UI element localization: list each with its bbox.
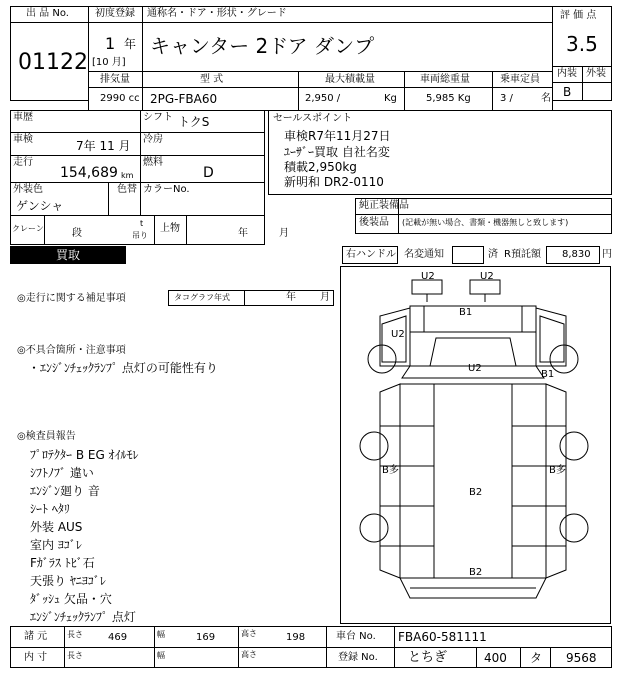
fuel-value: D — [203, 165, 214, 181]
crane-label: クレーン — [12, 224, 44, 233]
sales-point-line: 車検R7年11月27日 — [284, 129, 391, 143]
inspector-line: ｴﾝｼﾞﾝﾁｪｯｸﾗﾝﾌﾟ 点灯 — [30, 610, 136, 624]
purchase-banner: 買取 — [10, 246, 126, 264]
displacement-label: 排気量 — [100, 74, 130, 85]
name-change-label: 名変通知 — [404, 249, 444, 260]
model-code-value: 2PG-FBA60 — [150, 92, 218, 106]
in-height-label: 高さ — [241, 650, 257, 659]
month-value: [10 月] — [92, 57, 126, 68]
lot-label: 出 品 No. — [26, 8, 69, 19]
model-label: 通称名・ドア・形状・グレード — [147, 8, 287, 19]
height-value: 198 — [286, 632, 306, 643]
damage-mark-u2-body: U2 — [468, 363, 482, 374]
ac-label: 冷房 — [143, 134, 163, 145]
inspection-value: 7年 11 月 — [76, 139, 131, 153]
tachograph-label: タコグラフ年式 — [174, 293, 230, 302]
in-length-label: 長さ — [67, 651, 83, 660]
sales-point-line: 新明和 DR2-0110 — [284, 175, 384, 189]
sales-point-line: 積載2,950kg — [284, 160, 357, 174]
defect-line: ・ｴﾝｼﾞﾝﾁｪｯｸﾗﾝﾌﾟ 点灯の可能性有り — [28, 361, 218, 375]
damage-mark-b-many-right: B多 — [549, 465, 566, 476]
damage-mark-u2-left: U2 — [421, 271, 435, 282]
reg-number: 9568 — [566, 651, 597, 665]
steering-value: 右ハンドル — [346, 249, 396, 260]
inspector-line: ﾀﾞｯｼｭ 欠品・穴 — [30, 592, 112, 606]
right-mirror-box — [470, 280, 500, 294]
aftermarket-label: 後装品 — [359, 217, 389, 228]
year-unit: 年 — [124, 37, 137, 51]
first-reg-label: 初度登録 — [95, 8, 135, 19]
color-no-label: カラーNo. — [143, 184, 190, 195]
damage-mark-b1-side: B1 — [541, 369, 555, 380]
model-code-label: 型 式 — [200, 74, 224, 85]
color-label: 外装色 — [13, 184, 43, 195]
interior-grade: B — [563, 85, 572, 99]
r-deposit-value: 8,830 — [562, 249, 591, 260]
crane-stage: 段 — [72, 228, 82, 239]
year-value: 1 — [105, 34, 116, 53]
length-value: 469 — [108, 632, 128, 643]
fuel-label: 燃料 — [143, 157, 163, 168]
tachograph-month: 月 — [320, 292, 330, 303]
capacity-unit: 名 — [541, 93, 551, 104]
in-width-label: 幅 — [157, 651, 165, 660]
height-label: 高さ — [241, 629, 257, 638]
gross-weight-value: 5,985 Kg — [426, 93, 471, 104]
shift-label: シフト — [143, 112, 173, 123]
length-label: 長さ — [67, 630, 83, 639]
genuine-label: 純正装備品 — [359, 200, 409, 211]
inspector-line: 外装 AUS — [30, 520, 83, 534]
width-label: 幅 — [157, 630, 165, 639]
capacity-value: 3 / — [500, 93, 513, 104]
shift-value: トクS — [178, 115, 210, 129]
name-change-box — [452, 246, 484, 264]
mileage-unit: km — [121, 171, 134, 180]
width-value: 169 — [196, 632, 216, 643]
damage-mark-b2-center: B2 — [469, 487, 483, 498]
sales-point-line: ﾕｰｻﾞｰ買取 自社名変 — [284, 145, 390, 159]
inspector-line: Fｶﾞﾗｽ ﾄﾋﾞ石 — [30, 556, 95, 570]
crane-t: t — [140, 219, 144, 228]
damage-mark-u2-right: U2 — [480, 271, 494, 282]
gross-weight-label: 車両総重量 — [420, 74, 470, 85]
defects-title: ◎不具合箇所・注意事項 — [17, 345, 126, 356]
left-mirror-box — [412, 280, 442, 294]
exterior-label: 外装 — [586, 68, 606, 79]
damage-mark-b2-bottom: B2 — [469, 567, 483, 578]
inspector-line: ｴﾝｼﾞﾝ廻り 音 — [30, 484, 100, 498]
damage-mark-b-many-left: B多 — [382, 465, 399, 476]
interior-label: 内装 — [557, 68, 577, 79]
inspector-line: ﾌﾟﾛﾃｸﾀｰ B EG ｵｲﾙﾓﾚ — [30, 448, 139, 462]
inspector-line: 天張り ﾔﾆﾖｺﾞﾚ — [30, 574, 106, 588]
capacity-label: 乗車定員 — [500, 74, 540, 85]
reg-region: とちぎ — [408, 650, 448, 665]
max-load-unit: Kg — [384, 93, 397, 104]
sales-points-label: セールスポイント — [273, 113, 353, 124]
max-load-value: 2,950 / — [305, 93, 341, 104]
r-deposit-label: R預託額 — [504, 249, 541, 260]
reg-class: 400 — [484, 651, 507, 665]
chassis-value: FBA60-581111 — [398, 630, 487, 644]
color-value: ゲンシャ — [16, 199, 64, 213]
history-label: 車歴 — [13, 112, 33, 123]
inspection-label: 車検 — [13, 134, 33, 145]
dims-label: 諸 元 — [24, 631, 48, 642]
upper-label: 上物 — [160, 223, 180, 234]
mileage-value: 154,689 — [60, 165, 118, 181]
chassis-label: 車台 No. — [336, 631, 376, 642]
details-grid — [10, 110, 265, 245]
upper-month: 月 — [279, 228, 289, 239]
r-deposit-prefix: 済 — [488, 249, 498, 260]
lot-number: 01122 — [18, 50, 88, 75]
damage-mark-u2-cab: U2 — [391, 329, 405, 340]
displacement-value: 2990 cc — [100, 93, 140, 104]
r-deposit-unit: 円 — [602, 249, 612, 260]
registration-label: 登録 No. — [338, 652, 378, 663]
upper-year: 年 — [238, 228, 248, 239]
color-change-label: 色替 — [117, 184, 137, 195]
driving-notes-title: ◎走行に関する補足事項 — [17, 293, 126, 304]
model-name: キャンター 2ドア ダンプ — [150, 34, 375, 58]
grade-label: 評 価 点 — [560, 10, 597, 21]
inspector-line: ｼﾌﾄﾉﾌﾞ 違い — [30, 466, 94, 480]
tachograph-year: 年 — [286, 292, 296, 303]
grade-value: 3.5 — [566, 32, 598, 56]
reg-kana: タ — [530, 651, 543, 665]
damage-mark-b1-top: B1 — [459, 307, 473, 318]
crane-lift: 吊り — [132, 231, 148, 240]
max-load-label: 最大積載量 — [325, 74, 375, 85]
mileage-label: 走行 — [13, 157, 33, 168]
inspector-line: 室内 ﾖｺﾞﾚ — [30, 538, 82, 552]
inspector-title: ◎検査員報告 — [17, 431, 76, 442]
aftermarket-note: (記載が無い場合、書類・機器無しと致します) — [402, 218, 569, 227]
interior-dims-label: 内 寸 — [24, 652, 48, 663]
inspector-line: ｼｰﾄ ﾍﾀﾘ — [30, 502, 70, 516]
